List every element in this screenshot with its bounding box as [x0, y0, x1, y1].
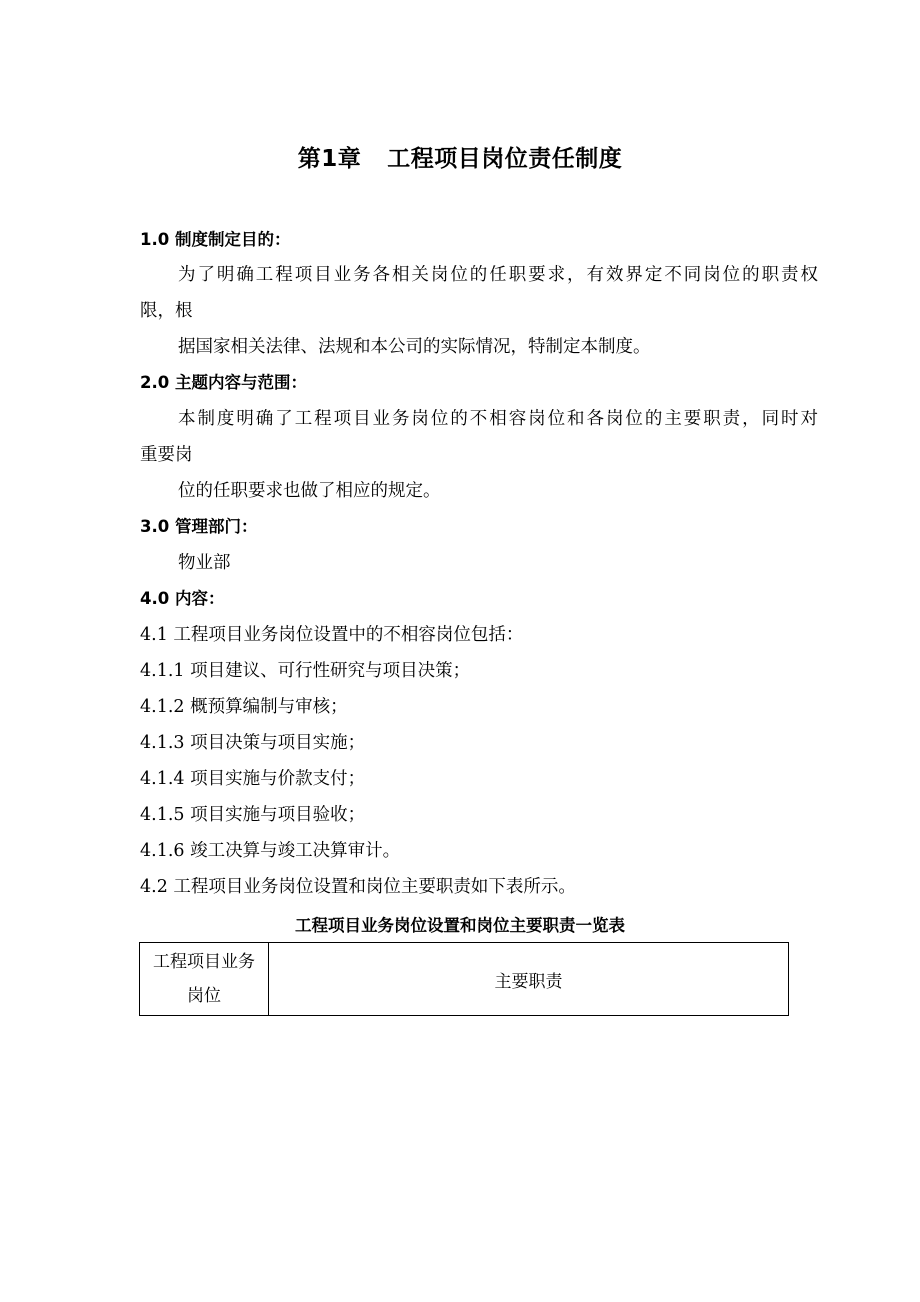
table-row — [140, 943, 789, 1016]
table-header-post-line-1: 工程项目业务 — [153, 952, 255, 972]
table-header-post-line-2: 岗位 — [187, 986, 221, 1006]
list-item: 4.1 工程项目业务岗位设置中的不相容岗位包括： — [140, 625, 524, 645]
section-2-heading: 2.0 主题内容与范围： — [140, 373, 307, 392]
section-3-heading: 3.0 管理部门： — [140, 517, 258, 536]
section-1-text-line-2: 限，根 — [140, 301, 193, 321]
table-title: 工程项目业务岗位设置和岗位主要职责一览表 — [295, 916, 625, 935]
list-item: 4.1.3 项目决策与项目实施； — [140, 733, 366, 753]
section-4-heading: 4.0 内容： — [140, 589, 225, 608]
chapter-name: 工程项目岗位责任制度 — [387, 146, 623, 172]
list-item: 4.1.2 概预算编制与审核； — [140, 697, 348, 717]
section-1-heading: 1.0 制度制定目的： — [140, 230, 291, 249]
section-1-text-line-3: 据国家相关法律、法规和本公司的实际情况，特制定本制度。 — [178, 337, 651, 357]
section-3-text-line-1: 物业部 — [178, 553, 231, 573]
table-header-post — [140, 943, 269, 1016]
list-item: 4.1.5 项目实施与项目验收； — [140, 805, 366, 825]
list-item: 4.1.1 项目建议、可行性研究与项目决策； — [140, 661, 471, 681]
section-2-text-line-1: 本制度明确了工程项目业务岗位的不相容岗位和各岗位的主要职责，同时对 — [178, 409, 818, 429]
duty-table — [139, 942, 789, 1016]
list-item: 4.1.6 竣工决算与竣工决算审计。 — [140, 841, 401, 861]
section-1-text-line-1: 为了明确工程项目业务各相关岗位的任职要求，有效界定不同岗位的职责权 — [178, 265, 818, 285]
table-header-duties: 主要职责 — [269, 943, 789, 1016]
list-item: 4.2 工程项目业务岗位设置和岗位主要职责如下表所示。 — [140, 877, 576, 897]
section-2-text-line-3: 位的任职要求也做了相应的规定。 — [178, 481, 441, 501]
section-2-text-line-2: 重要岗 — [140, 445, 193, 465]
chapter-number: 第1章 — [297, 146, 362, 172]
chapter-title — [0, 140, 920, 173]
list-item: 4.1.4 项目实施与价款支付； — [140, 769, 366, 789]
